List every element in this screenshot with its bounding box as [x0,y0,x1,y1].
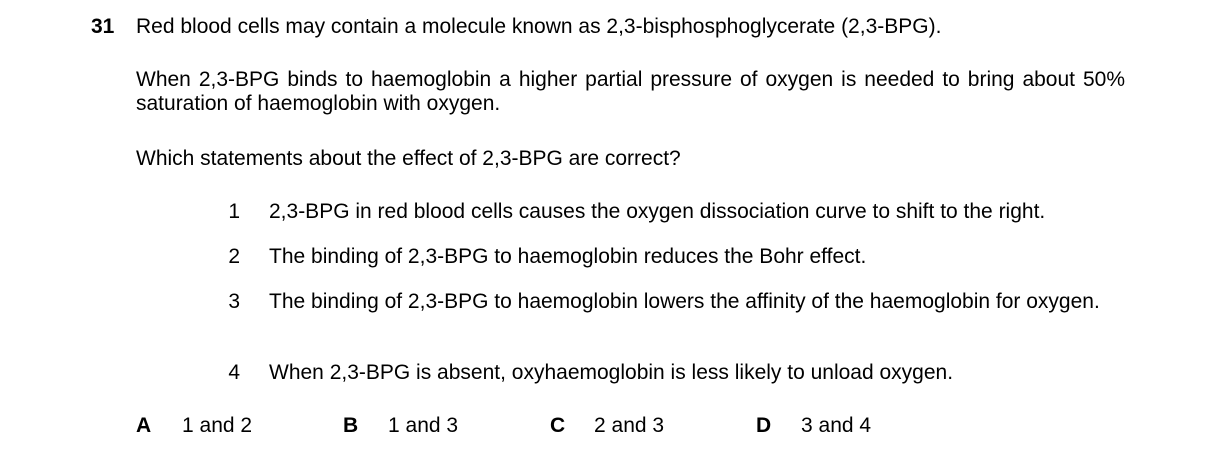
question-number: 31 [91,15,115,38]
statement-text: 2,3-BPG in red blood cells causes the oxygen dissociation curve to shift to the right. [269,200,1046,223]
statement-number: 1 [228,200,240,223]
option-letter-b[interactable]: B [343,414,359,437]
option-text-b[interactable]: 1 and 3 [388,414,459,437]
statement-text: When 2,3-BPG is absent, oxyhaemoglobin is less likely to unload oxygen. [269,361,954,384]
option-letter-c[interactable]: C [550,414,566,437]
statement-text: The binding of 2,3-BPG to haemoglobin lowers the affinity of the haemoglobin for oxygen. [269,290,1100,313]
question-prompt: Which statements about the effect of 2,3-BPG are correct? [136,147,681,170]
option-text-a[interactable]: 1 and 2 [182,414,253,437]
statement-number: 2 [228,245,240,268]
option-text-c[interactable]: 2 and 3 [594,414,665,437]
statement-number: 4 [228,361,240,384]
question-stem: Red blood cells may contain a molecule known as 2,3-bisphosphoglycerate (2,3-BPG). [136,15,942,38]
statement-number: 3 [228,290,240,313]
option-letter-d[interactable]: D [756,414,772,437]
statement-text: The binding of 2,3-BPG to haemoglobin reduces the Bohr effect. [269,245,867,268]
option-letter-a[interactable]: A [136,414,152,437]
question-paragraph: When 2,3-BPG binds to haemoglobin a higher partial pressure of oxygen is needed to bring about 50% saturation of haemoglobin with oxygen. [136,68,1125,115]
option-text-d[interactable]: 3 and 4 [801,414,872,437]
